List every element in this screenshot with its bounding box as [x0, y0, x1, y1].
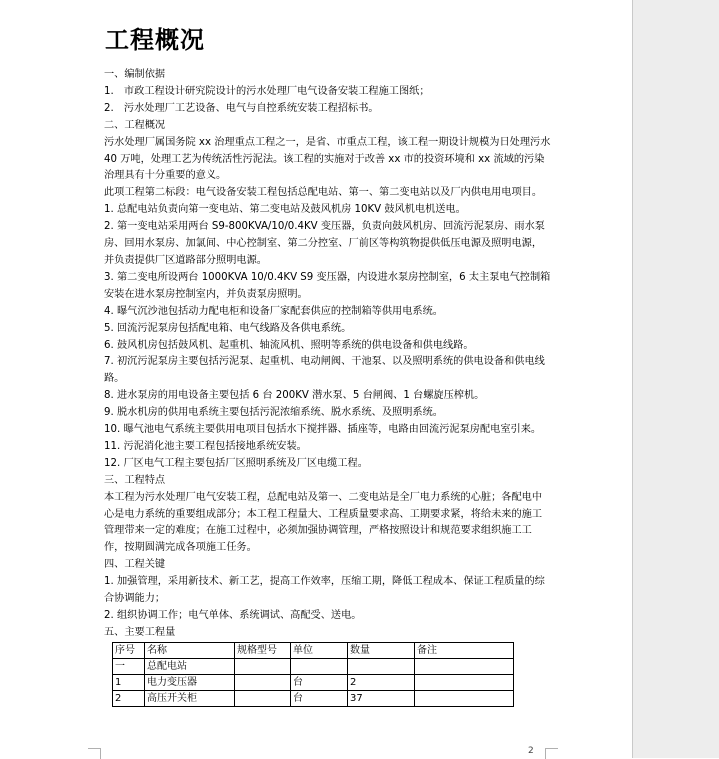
quantities-table	[112, 642, 514, 707]
paragraph: 9. 脱水机房的供用电系统主要包括污泥浓缩系统、脱水系统、及照明系统。	[104, 407, 443, 419]
table-cell: 高压开关柜	[145, 690, 235, 706]
paragraph: 2. 第一变电站采用两台 S9-800KVA/10/0.4KV 变压器，负责向鼓风机房、回流污泥泵房、雨水泵房、回用水泵房、加氯间、中心控制室、第二分控室、厂前区等构筑物提供低压电源及照明电源，并负责提供厂区道路部分照明电源。	[104, 221, 545, 266]
table-header-cell: 序号	[113, 642, 145, 658]
table-cell	[235, 658, 291, 674]
paragraph: 此项工程第二标段：电气设备安装工程包括总配电站、第一、第二变电站以及厂内供电用电项目。	[104, 187, 543, 199]
page-corner-mark	[545, 748, 558, 759]
table-cell	[235, 690, 291, 706]
table-row	[113, 690, 514, 706]
table-cell	[415, 690, 514, 706]
table-cell	[415, 658, 514, 674]
paragraph: 12. 厂区电气工程主要包括厂区照明系统及厂区电缆工程。	[104, 457, 368, 469]
table-cell: 一	[113, 658, 145, 674]
viewer-background	[632, 0, 719, 758]
page-number: 2	[528, 746, 534, 756]
paragraph: 1. 总配电站负责向第一变电站、第二变电站及鼓风机房 10KV 鼓风机电机送电。	[104, 204, 466, 216]
paragraph: 10. 曝气池电气系统主要供用电项目包括水下搅拌器、插座等，电路由回流污泥泵房配电室引来。	[104, 424, 542, 436]
section-heading: 一、编制依据	[104, 69, 166, 80]
table-cell: 台	[291, 674, 348, 690]
table-cell: 2	[113, 690, 145, 706]
paragraph: 4. 曝气沉沙池包括动力配电柜和设备厂家配套供应的控制箱等供用电系统。	[104, 305, 443, 317]
paragraph: 6. 鼓风机房包括鼓风机、起重机、轴流风机、照明等系统的供电设备和供电线路。	[104, 339, 474, 351]
table-header-cell: 数量	[348, 642, 415, 658]
document-title: 工程概况	[105, 25, 205, 54]
table-cell	[235, 674, 291, 690]
table-cell: 37	[348, 690, 415, 706]
table-cell	[291, 658, 348, 674]
paragraph: 2. 污水处理厂工艺设备、电气与自控系统安装工程招标书。	[104, 102, 379, 114]
table-cell: 电力变压器	[145, 674, 235, 690]
table-header-cell: 名称	[145, 642, 235, 658]
section-heading: 三、工程特点	[104, 474, 166, 486]
paragraph: 污水处理厂属国务院 xx 治理重点工程之一，是省、市重点工程，该工程一期设计规模为日处理污水 40 万吨，处理工艺为传统活性污泥法。该工程的实施对于改善 xx 市的投资环境和 xx 流域的污染治理具有十分重要的意义。	[104, 136, 551, 182]
table-cell: 2	[348, 674, 415, 690]
paragraph: 本工程为污水处理厂电气安装工程，总配电站及第一、二变电站是全厂电力系统的心脏；各配电中心是电力系统的重要组成部分；本工程工程量大、工程质量要求高、工期要求紧，将给未来的施工管理带来一定的难度；在施工过程中，必须加强协调管理，严格按照设计和规范要求组织施工工作，按期圆满完成各项施工任务。	[104, 491, 543, 554]
paragraph: 11. 污泥消化池主要工程包括接地系统安装。	[104, 440, 307, 452]
paragraph: 1. 市政工程设计研究院设计的污水处理厂电气设备安装工程施工图纸；	[104, 85, 430, 97]
paragraph: 3. 第二变电所设两台 1000KVA 10/0.4KV S9 变压器，内设进水泵房控制室，6 太主泵电气控制箱安装在进水泵房控制室内，并负责泵房照明。	[104, 271, 551, 300]
table-cell	[348, 658, 415, 674]
paragraph: 5. 回流污泥泵房包括配电箱、电气线路及各供电系统。	[104, 322, 352, 334]
table-cell	[415, 674, 514, 690]
paragraph: 1. 加强管理，采用新技术、新工艺，提高工作效率，压缩工期，降低工程成本、保证工程质量的综合协调能力；	[104, 576, 545, 605]
table-title: 五、主要工程量	[104, 626, 176, 638]
table-row	[113, 658, 514, 674]
table-header-cell: 规格型号	[235, 642, 291, 658]
paragraph: 8. 进水泵房的用电设备主要包括 6 台 200KV 潜水泵、5 台闸阀、1 台螺旋压榨机。	[104, 390, 485, 402]
page-corner-mark	[88, 748, 101, 759]
table-cell: 总配电站	[145, 658, 235, 674]
table-row	[113, 674, 514, 690]
document-body	[104, 67, 552, 707]
table-cell: 1	[113, 674, 145, 690]
paragraph: 2. 组织协调工作；电气单体、系统调试、高配受、送电。	[104, 610, 362, 621]
section-heading: 四、工程关键	[104, 559, 166, 571]
table-cell: 台	[291, 690, 348, 706]
table-header-cell: 备注	[415, 642, 514, 658]
table-header-row	[113, 642, 514, 658]
paragraph: 7. 初沉污泥泵房主要包括污泥泵、起重机、电动闸阀、干池泵、以及照明系统的供电设备和供电线路。	[104, 356, 545, 385]
table-header-cell: 单位	[291, 642, 348, 658]
section-heading: 二、工程概况	[104, 119, 166, 131]
